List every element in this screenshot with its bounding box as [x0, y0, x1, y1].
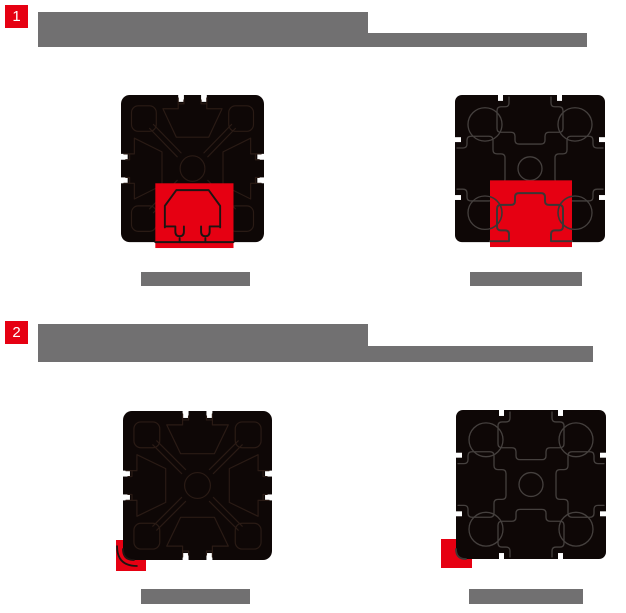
slot-highlight [155, 183, 233, 248]
section-2-left-extrusion-profile-diagram [123, 411, 272, 560]
section-1-right-extrusion-profile-diagram [455, 95, 605, 250]
section-1-number-badge: 1 [5, 5, 28, 28]
section-1-left-extrusion-profile-diagram [121, 95, 264, 250]
section-2-right-extrusion-profile-diagram [456, 410, 606, 559]
section-1-title-redacted-bar [38, 12, 368, 33]
section-2-number-badge: 2 [5, 321, 28, 344]
section-1-right-caption-redacted-bar [470, 272, 582, 286]
section-2-title-redacted-bar [38, 324, 368, 346]
section-2-left-caption-redacted-bar [141, 589, 250, 604]
section-1-subtitle-redacted-bar [38, 33, 587, 47]
section-1-left-caption-redacted-bar [141, 272, 250, 286]
section-2-right-caption-redacted-bar [469, 589, 583, 604]
section-2-subtitle-redacted-bar [38, 346, 593, 362]
